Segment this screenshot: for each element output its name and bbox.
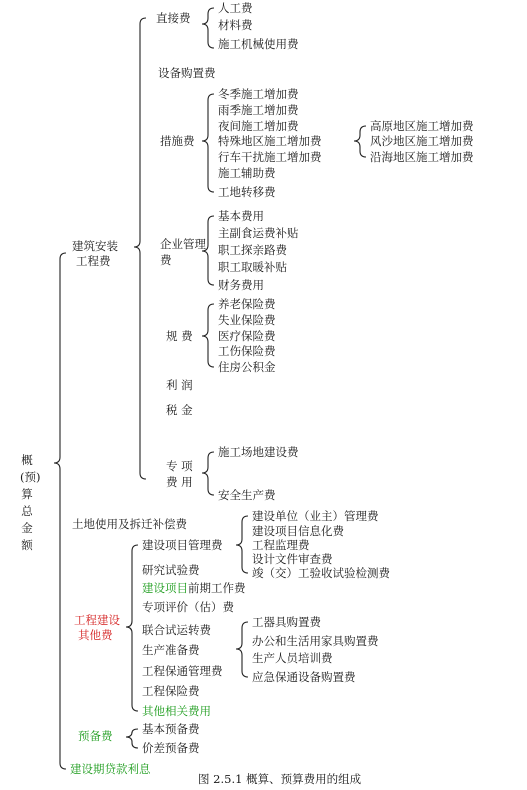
brace-other	[126, 545, 138, 711]
commissioning-label: 联合试运转费	[142, 623, 211, 637]
production-prep: 生产准备费	[142, 643, 200, 657]
fees-item-medical: 医疗保险费	[218, 329, 276, 343]
special-region-sandstorm: 风沙地区施工增加费	[370, 134, 474, 148]
brace-building	[134, 18, 146, 479]
special-item-site: 施工场地建设费	[218, 445, 299, 459]
management-item-heating: 职工取暖补贴	[218, 260, 287, 274]
root-char: 额	[21, 538, 33, 552]
fees-item-housing-fund: 住房公积金	[218, 360, 276, 374]
prework-cost	[142, 581, 246, 595]
measures-item-relocation: 工地转移费	[218, 185, 276, 199]
project-mgmt-item-it: 建设项目信息化费	[252, 524, 344, 538]
brace-root	[54, 253, 66, 769]
commissioning-item-furniture: 办公和生活用家具购置费	[252, 634, 379, 648]
root-char: 总	[21, 504, 33, 518]
brace-direct	[202, 8, 214, 48]
direct-cost-label: 直接费	[156, 11, 191, 25]
other-cost-label-line1: 工程建设	[74, 613, 120, 627]
reserve-label: 预备费	[78, 729, 113, 743]
brace-special-regions	[354, 126, 366, 157]
tax-label: 税 金	[166, 403, 193, 417]
project-mgmt-item-owner: 建设单位（业主）管理费	[252, 509, 379, 523]
special-label-line1: 专 项	[166, 459, 193, 473]
special-label-line2: 费 用	[166, 475, 193, 489]
root-char: 金	[21, 521, 33, 535]
measures-item-special-region: 特殊地区施工增加费	[218, 134, 322, 148]
brace-fees	[202, 304, 214, 367]
special-region-plateau: 高原地区施工增加费	[370, 119, 474, 133]
direct-item-machinery: 施工机械使用费	[218, 37, 299, 51]
brace-reserve	[126, 729, 138, 748]
special-region-coastal: 沿海地区施工增加费	[370, 150, 474, 164]
construction-interest: 建设期贷款利息	[70, 762, 151, 776]
fees-item-unemployment: 失业保险费	[218, 313, 276, 327]
engineering-insurance: 工程保险费	[142, 684, 200, 698]
building-label-line2: 工程费	[76, 254, 111, 268]
measures-item-rain: 雨季施工增加费	[218, 103, 299, 117]
commissioning-item-training: 生产人员培训费	[252, 651, 333, 665]
direct-item-labor: 人工费	[218, 1, 253, 15]
root-char: 概	[21, 453, 33, 467]
prework-black-part: 前期工作费	[188, 581, 246, 595]
brace-special	[202, 452, 214, 495]
fees-item-injury: 工伤保险费	[218, 344, 276, 358]
commissioning-item-tools: 工器具购置费	[252, 615, 321, 629]
direct-item-material: 材料费	[218, 18, 253, 32]
profit-label: 利 润	[166, 378, 193, 392]
project-mgmt-item-acceptance-test: 竣（交）工验收试验检测费	[252, 566, 390, 580]
measures-item-night: 夜间施工增加费	[218, 119, 299, 133]
other-cost-label-line2: 其他费	[78, 628, 113, 642]
management-item-basic: 基本费用	[218, 209, 264, 223]
research-test: 研究试验费	[142, 563, 200, 577]
project-mgmt-item-design-review: 设计文件审查费	[252, 552, 333, 566]
management-item-family-visit: 职工探亲路费	[218, 243, 287, 257]
special-item-safety: 安全生产费	[218, 488, 276, 502]
building-label-line1: 建筑安装	[72, 239, 118, 253]
fees-item-pension: 养老保险费	[218, 297, 276, 311]
brace-commissioning	[236, 622, 248, 677]
measures-item-winter: 冬季施工增加费	[218, 87, 299, 101]
measures-item-traffic: 行车干扰施工增加费	[218, 150, 322, 164]
brace-measures	[202, 94, 214, 192]
prework-green-part: 建设项目	[142, 581, 188, 595]
project-mgmt-label: 建设项目管理费	[142, 538, 223, 552]
land-compensation: 土地使用及拆迁补偿费	[72, 517, 187, 531]
special-evaluation: 专项评价（估）费	[142, 600, 234, 614]
project-mgmt-item-supervision: 工程监理费	[252, 538, 310, 552]
brace-project-mgmt	[236, 516, 248, 573]
fees-label: 规 费	[166, 329, 193, 343]
measures-item-auxiliary: 施工辅助费	[218, 166, 276, 180]
commissioning-item-emergency: 应急保通设备购置费	[252, 670, 356, 684]
management-label-line1: 企业管理	[160, 237, 206, 251]
management-label-line2: 费	[160, 253, 172, 267]
traffic-mgmt: 工程保通管理费	[142, 664, 223, 678]
root-label	[20, 452, 41, 554]
management-item-finance: 财务费用	[218, 278, 264, 292]
measures-label: 措施费	[160, 134, 195, 148]
root-char: (预)	[20, 470, 41, 484]
other-related-costs: 其他相关费用	[142, 704, 211, 718]
reserve-item-basic: 基本预备费	[142, 722, 200, 736]
reserve-item-price: 价差预备费	[142, 741, 200, 755]
equipment-purchase: 设备购置费	[158, 66, 216, 80]
management-item-food-transport: 主副食运费补贴	[218, 226, 299, 240]
root-char: 算	[21, 487, 33, 501]
figure-caption: 图 2.5.1 概算、预算费用的组成	[198, 772, 362, 786]
